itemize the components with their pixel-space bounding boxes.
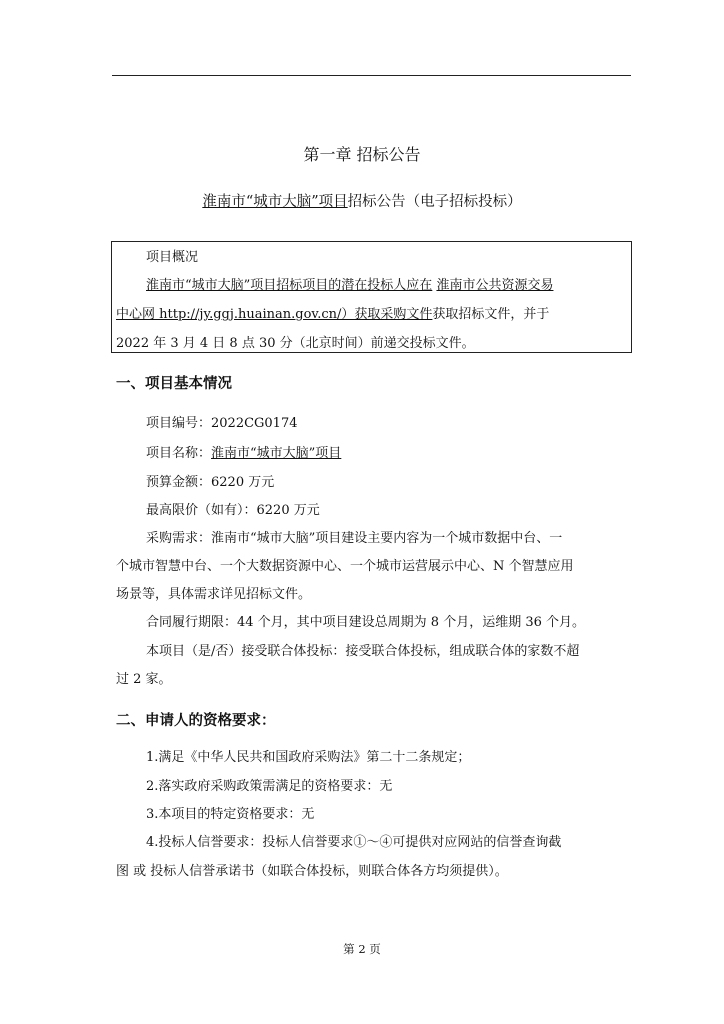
project-overview-box [111, 241, 632, 353]
announcement-title [0, 190, 724, 211]
header-rule [112, 75, 631, 76]
requirement-line-3: 场景等，具体需求详见招标文件。 [116, 587, 312, 602]
announcement-title-project: 淮南市“城市大脑”项目 [202, 194, 348, 210]
max-price: 最高限价（如有）：6220 万元 [146, 503, 320, 518]
qualification-item-1: 1.满足《中华人民共和国政府采购法》第二十二条规定； [146, 750, 471, 765]
project-name-value: 淮南市“城市大脑”项目 [211, 446, 342, 461]
trading-center-link[interactable]: 中心网 http://jy.ggj.huainan.gov.cn/）获取采购文件 [116, 307, 433, 322]
project-number: 项目编号：2022CG0174 [146, 416, 298, 431]
overview-line-1: 淮南市“城市大脑”项目招标项目的潜在投标人应在 淮南市公共资源交易 [146, 278, 554, 293]
project-name: 项目名称：淮南市“城市大脑”项目 [146, 446, 342, 461]
consortium-line-2: 过 2 家。 [116, 672, 172, 687]
requirement-line-1: 采购需求：淮南市“城市大脑”项目建设主要内容为一个城市数据中台、一 [146, 531, 563, 546]
announcement-title-rest: 招标公告（电子招标投标） [347, 194, 522, 210]
section-2-heading: 二、申请人的资格要求： [116, 713, 276, 729]
overview-line-3: 2022 年 3 月 4 日 8 点 30 分（北京时间）前递交投标文件。 [116, 336, 475, 351]
contract-period: 合同履行期限：44 个月，其中项目建设总周期为 8 个月，运维期 36 个月。 [146, 615, 586, 630]
requirement-line-2: 个城市智慧中台、一个大数据资源中心、一个城市运营展示中心、N 个智慧应用 [116, 559, 574, 574]
consortium-line-1: 本项目（是/否）接受联合体投标：接受联合体投标，组成联合体的家数不超 [146, 644, 580, 659]
section-1-heading: 一、项目基本情况 [116, 376, 232, 392]
budget-amount: 预算金额：6220 万元 [146, 475, 275, 490]
qualification-item-4-line-2: 图 或 投标人信誉承诺书（如联合体投标，则联合体各方均须提供）。 [116, 864, 508, 879]
page-number: 第 2 页 [343, 942, 381, 956]
chapter-title: 第一章 招标公告 [303, 145, 421, 164]
overview-heading: 项目概况 [146, 250, 199, 265]
qualification-item-4-line-1: 4.投标人信誉要求：投标人信誉要求①～④可提供对应网站的信誉查询截 [146, 835, 562, 850]
overview-line-2: 中心网 http://jy.ggj.huainan.gov.cn/）获取采购文件获取招标文件，并于 [116, 307, 550, 322]
qualification-item-3: 3.本项目的特定资格要求：无 [146, 807, 315, 822]
qualification-item-2: 2.落实政府采购政策需满足的资格要求：无 [146, 779, 393, 794]
